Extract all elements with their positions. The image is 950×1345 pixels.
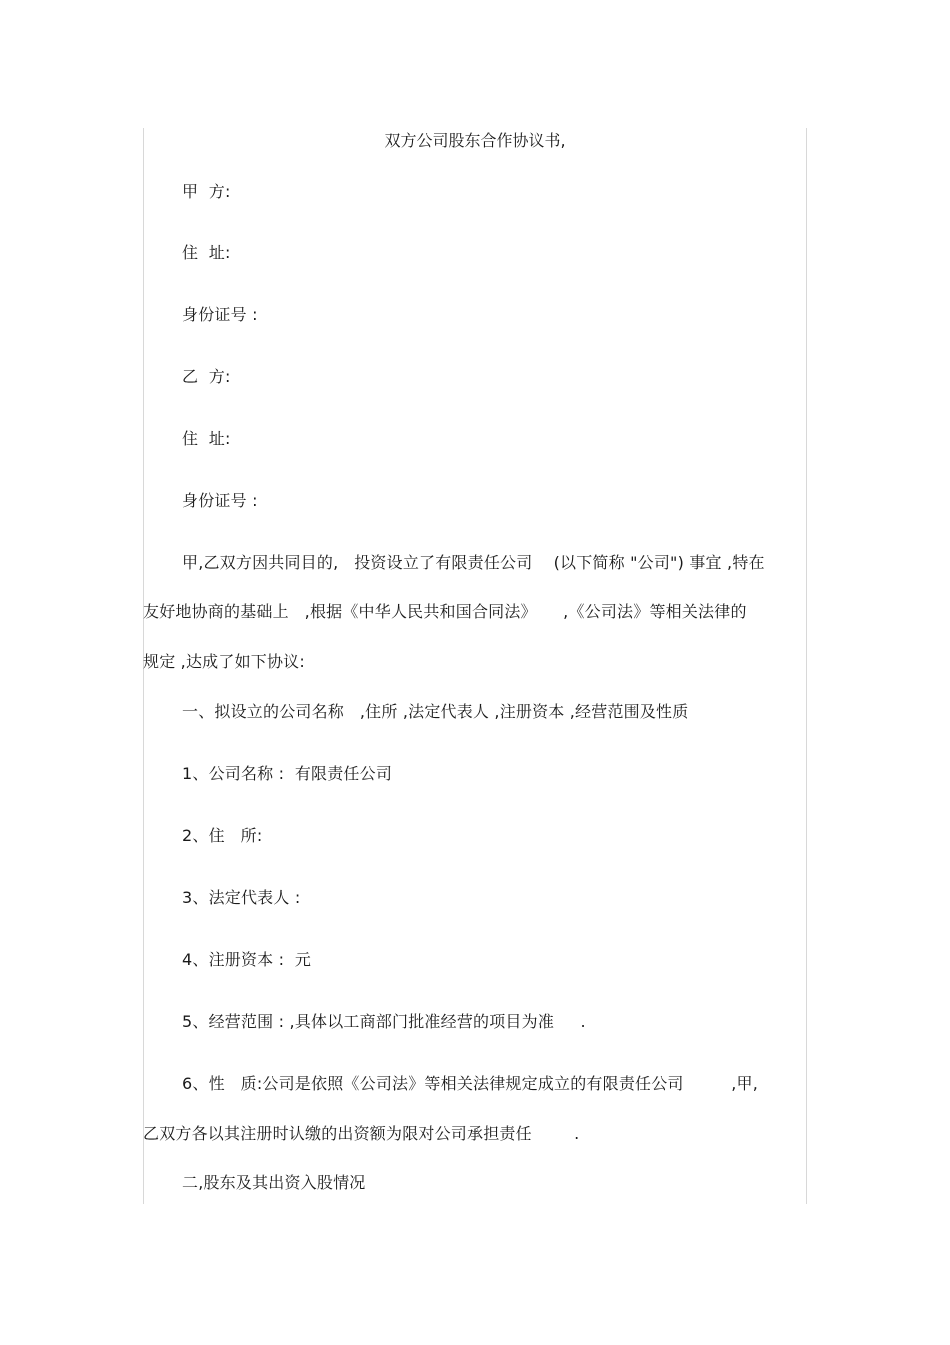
- section-1-item-1: 1、公司名称 : 有限责任公司: [182, 764, 393, 783]
- section-1-item-6-line-2: 乙双方各以其注册时认缴的出资额为限对公司承担责任 .: [143, 1124, 580, 1143]
- party-b-id-label: 身份证号 :: [182, 491, 258, 510]
- section-1-item-5: 5、经营范围 : ,具体以工商部门批准经营的项目为准 .: [182, 1012, 586, 1031]
- section-1-item-6-line-1: 6、性 质:公司是依照《公司法》等相关法律规定成立的有限责任公司 ,甲,: [182, 1074, 758, 1093]
- right-margin-line: [806, 128, 807, 1204]
- section-1-item-2: 2、住 所:: [182, 826, 263, 845]
- document-title: 双方公司股东合作协议书,: [384, 131, 566, 150]
- preamble-line-1: 甲,乙双方因共同目的, 投资设立了有限责任公司 (以下简称 "公司") 事宜 ,特在: [182, 553, 765, 572]
- section-1-item-3: 3、法定代表人 :: [182, 888, 301, 907]
- preamble-line-3: 规定 ,达成了如下协议:: [143, 652, 305, 671]
- party-b-address-label: 住 址:: [182, 429, 231, 448]
- preamble-line-2: 友好地协商的基础上 ,根据《中华人民共和国合同法》 ,《公司法》等相关法律的: [143, 602, 747, 621]
- party-a-id-label: 身份证号 :: [182, 305, 258, 324]
- section-2-heading: 二,股东及其出资入股情况: [182, 1173, 366, 1192]
- section-1-item-4: 4、注册资本 : 元: [182, 950, 312, 969]
- party-b-name-label: 乙 方:: [182, 367, 231, 386]
- section-1-heading: 一、拟设立的公司名称 ,住所 ,法定代表人 ,注册资本 ,经营范围及性质: [182, 702, 689, 721]
- party-a-name-label: 甲 方:: [182, 182, 231, 201]
- party-a-address-label: 住 址:: [182, 243, 231, 262]
